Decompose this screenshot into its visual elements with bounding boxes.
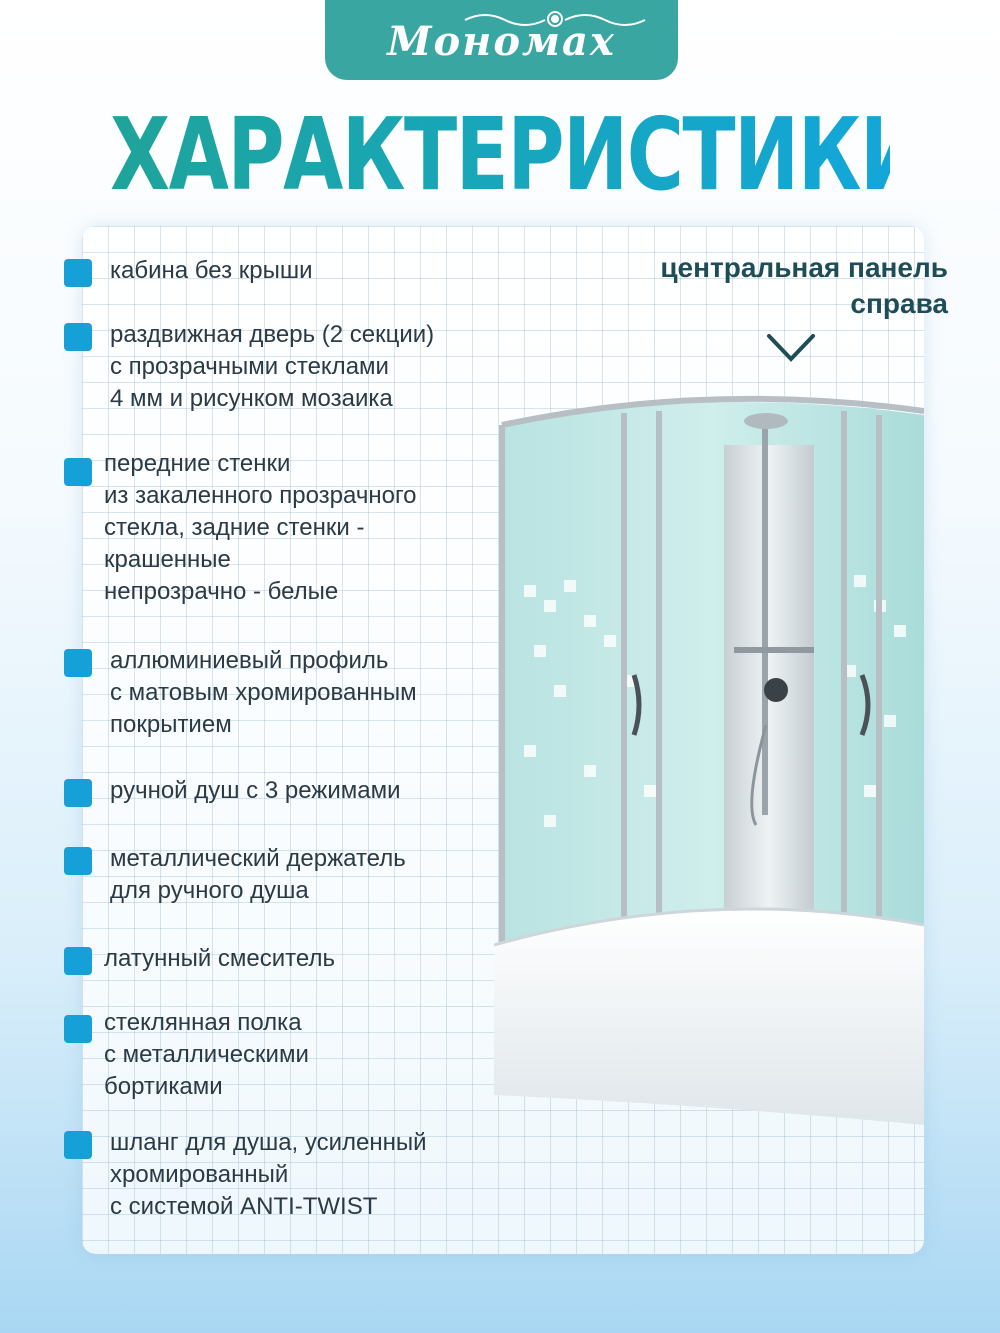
feature-text: передние стенки из закаленного прозрачного стекла, задние стенки - крашенные непрозрачно - белые xyxy=(104,450,417,605)
bullet-square-icon xyxy=(64,323,92,351)
feature-text: аллюминиевый профиль с матовым хромированным покрытием xyxy=(110,647,417,738)
feature-text: стеклянная полка с металлическими бортиками xyxy=(104,1009,309,1100)
bullet-square-icon xyxy=(64,1015,92,1043)
feature-text: металлический держатель для ручного душа xyxy=(110,845,406,904)
feature-text: ручной душ с 3 режимами xyxy=(110,777,401,804)
brand-logo: Мономах xyxy=(387,18,616,65)
bullet-square-icon xyxy=(64,259,92,287)
bullet-square-icon xyxy=(64,458,92,486)
feature-text: кабина без крыши xyxy=(110,257,313,284)
page-title: ХАРАКТЕРИСТИКИ xyxy=(110,90,890,220)
bullet-square-icon xyxy=(64,779,92,807)
bullet-square-icon xyxy=(64,847,92,875)
central-panel-callout: центральная панель справа xyxy=(660,252,948,319)
feature-text: раздвижная дверь (2 секции) с прозрачными стеклами 4 мм и рисунком мозаика xyxy=(110,321,435,412)
chevron-down-icon xyxy=(766,333,816,363)
brand-logo-tab xyxy=(325,0,678,80)
feature-text: шланг для душа, усиленный хромированный с системой ANTI-TWIST xyxy=(110,1129,427,1220)
bullet-square-icon xyxy=(64,649,92,677)
bullet-square-icon xyxy=(64,1131,92,1159)
feature-text: латунный смеситель xyxy=(104,945,335,972)
shower-cabin-image xyxy=(494,385,924,1155)
bullet-square-icon xyxy=(64,947,92,975)
